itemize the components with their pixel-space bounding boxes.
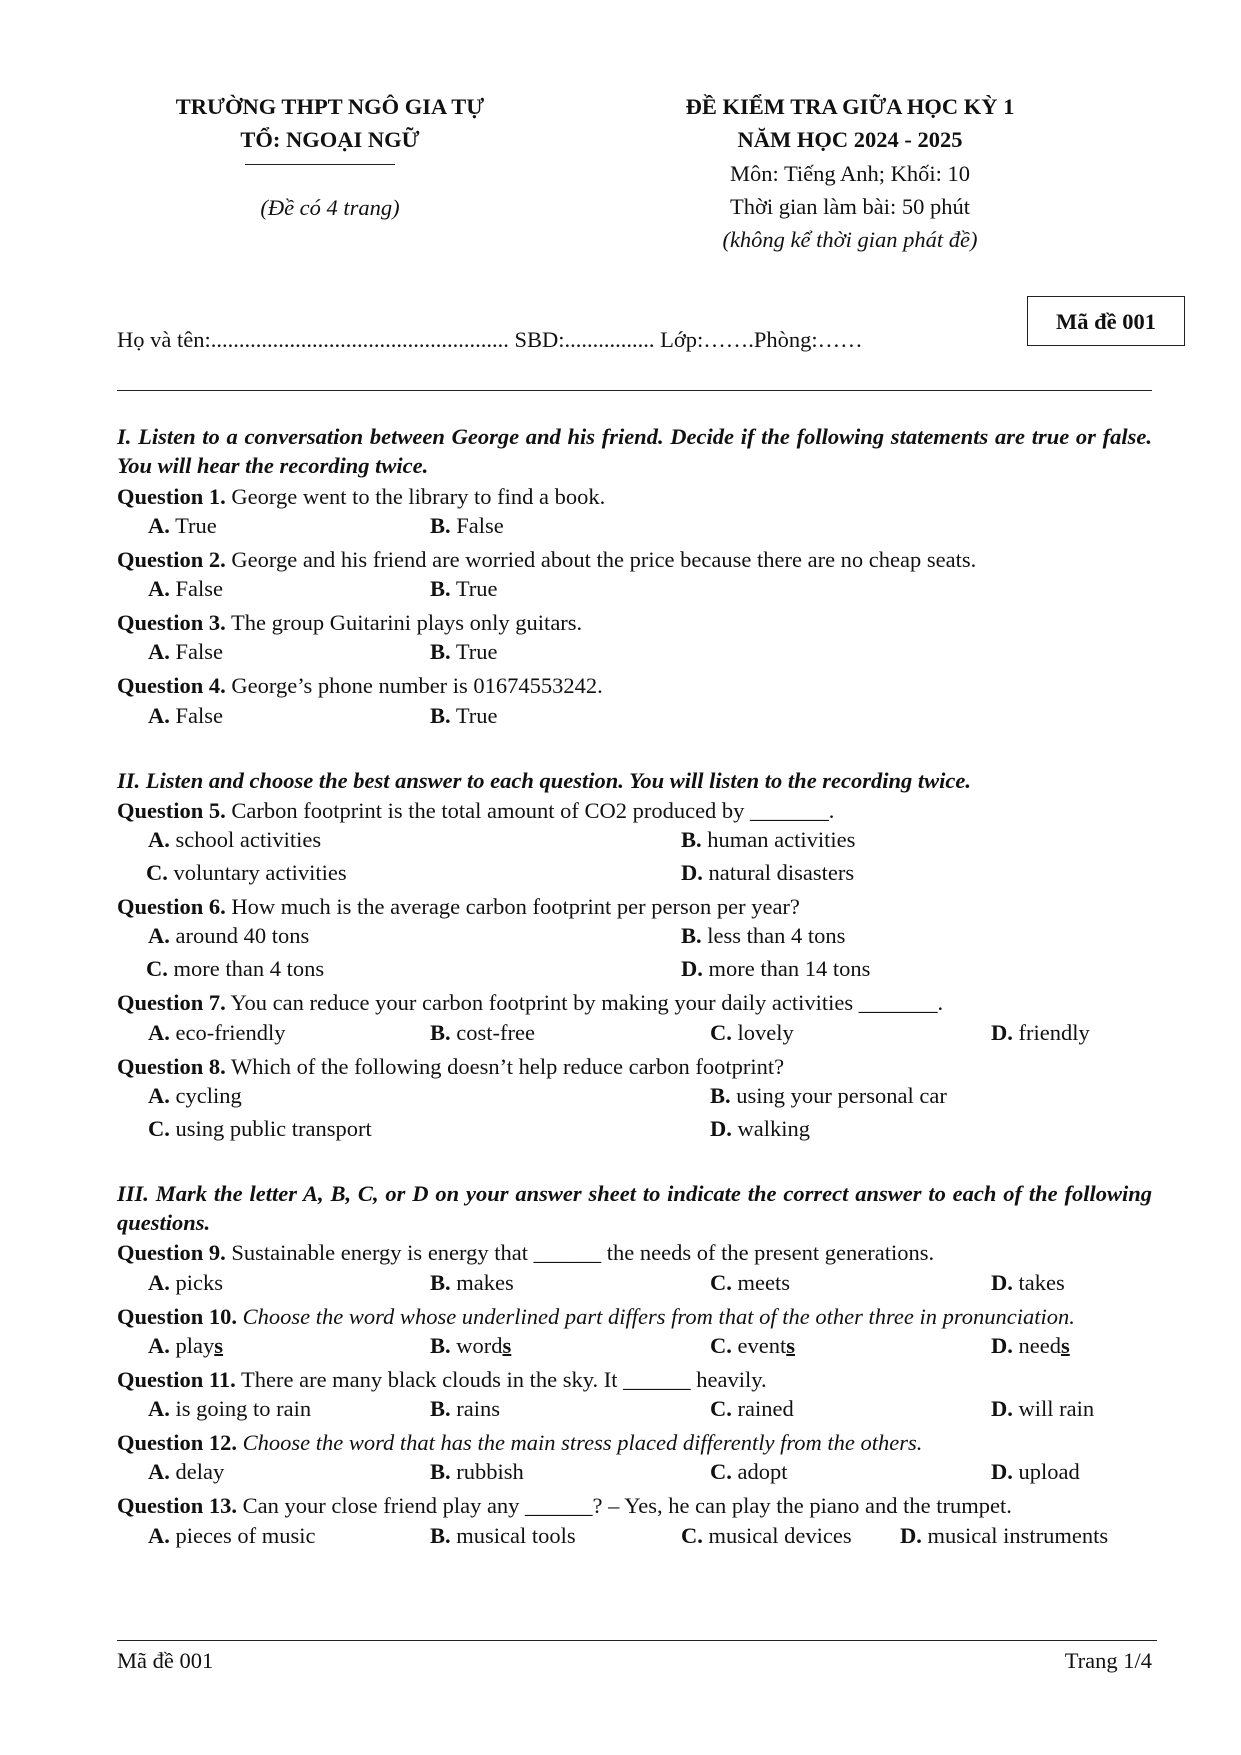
option-b[interactable]: B. True (430, 702, 498, 728)
option-a[interactable]: A. False (148, 702, 223, 728)
question-11-options (117, 1394, 1152, 1427)
option-a[interactable]: A. cycling (148, 1082, 242, 1108)
question-1: Question 1. George went to the library to find a book. (117, 483, 606, 509)
question-5: Question 5. Carbon footprint is the total amount of CO2 produced by _______. (117, 797, 835, 823)
question-3-options (117, 637, 1152, 670)
question-1-options (117, 511, 1152, 544)
option-d[interactable]: D. natural disasters (681, 860, 855, 885)
option-b[interactable]: B. True (430, 576, 498, 601)
department-name: TỔ: NGOẠI NGỮ (240, 127, 420, 153)
option-c[interactable]: C. using public transport (148, 1115, 372, 1141)
option-c[interactable]: C. musical devices (681, 1522, 852, 1548)
school-header (120, 92, 540, 155)
option-c[interactable]: C. meets (710, 1269, 790, 1295)
option-b[interactable]: B. using your personal car (710, 1082, 947, 1108)
school-year: NĂM HỌC 2024 - 2025 (737, 127, 963, 153)
question-2-options (117, 574, 1152, 607)
section-3-instruction: III. Mark the letter A, B, C, or D on your answer sheet to indicate the correct answer to each of the following questions. (117, 1180, 1152, 1235)
option-b[interactable]: B. musical tools (430, 1522, 576, 1548)
question-5-options-row1 (117, 825, 1152, 858)
option-b[interactable]: B. rubbish (430, 1459, 524, 1485)
option-b[interactable]: B. False (430, 512, 504, 538)
option-a[interactable]: A. False (148, 639, 223, 665)
question-6-options-row1 (117, 921, 1152, 954)
question-9-options (117, 1268, 1152, 1301)
question-6: Question 6. How much is the average carbon footprint per person per year? (117, 894, 800, 919)
option-d[interactable]: D. needs (991, 1332, 1070, 1358)
option-d[interactable]: D. walking (710, 1115, 810, 1141)
question-6-options-row2 (117, 954, 1152, 987)
option-a[interactable]: A. True (148, 512, 217, 538)
option-c[interactable]: C. lovely (710, 1019, 794, 1045)
option-a[interactable]: A. is going to rain (148, 1396, 312, 1421)
exam-title: ĐỀ KIỂM TRA GIỮA HỌC KỲ 1 (685, 94, 1015, 119)
question-8-options-row1 (117, 1081, 1152, 1114)
footer-page-number: Trang 1/4 (1064, 1648, 1152, 1673)
option-d[interactable]: D. friendly (991, 1019, 1090, 1045)
option-b[interactable]: B. less than 4 tons (681, 923, 846, 949)
option-c[interactable]: C. events (710, 1332, 795, 1358)
question-2: Question 2. George and his friend are worried about the price because there are no cheap seats. (117, 546, 977, 572)
question-10-options (117, 1331, 1152, 1364)
question-13-options (117, 1521, 1152, 1554)
option-a[interactable]: A. plays (148, 1332, 224, 1358)
option-d[interactable]: D. upload (991, 1459, 1080, 1485)
duration-note: (không kể thời gian phát đề) (722, 227, 978, 252)
option-d[interactable]: D. will rain (991, 1396, 1095, 1421)
question-7: Question 7. You can reduce your carbon footprint by making your daily activities _______. (117, 990, 944, 1016)
option-a[interactable]: A. school activities (148, 827, 322, 852)
exam-code-box: Mã đề 001 (1027, 296, 1185, 346)
option-a[interactable]: A. picks (148, 1269, 223, 1295)
option-a[interactable]: A. False (148, 576, 223, 601)
option-c[interactable]: C. rained (710, 1396, 794, 1421)
option-a[interactable]: A. pieces of music (148, 1522, 316, 1548)
footer-exam-code: Mã đề 001 (117, 1648, 214, 1673)
option-b[interactable]: B. cost-free (430, 1019, 535, 1045)
question-13: Question 13. Can your close friend play any ______? – Yes, he can play the piano and the trumpet. (117, 1493, 1012, 1519)
option-a[interactable]: A. around 40 tons (148, 923, 310, 949)
option-b[interactable]: B. words (430, 1332, 512, 1358)
question-8-options-row2 (117, 1114, 1152, 1147)
option-d[interactable]: D. more than 14 tons (681, 956, 871, 982)
question-8: Question 8. Which of the following doesn’t help reduce carbon footprint? (117, 1053, 785, 1079)
student-info-line: Họ và tên:..................................................... SBD:................ Lớp:…….Phòng:…… (117, 327, 863, 352)
option-d[interactable]: D. musical instruments (900, 1522, 1109, 1548)
option-a[interactable]: A. delay (148, 1459, 225, 1485)
pages-note: (Đề có 4 trang) (260, 195, 400, 220)
option-c[interactable]: C. adopt (710, 1459, 788, 1485)
question-5-options-row2 (117, 858, 1152, 891)
question-3: Question 3. The group Guitarini plays only guitars. (117, 610, 583, 635)
option-b[interactable]: B. human activities (681, 827, 856, 852)
option-a[interactable]: A. eco-friendly (148, 1019, 286, 1045)
option-b[interactable]: B. True (430, 639, 498, 665)
footer-rule (117, 1640, 1157, 1641)
option-c[interactable]: C. more than 4 tons (146, 956, 325, 982)
question-4: Question 4. George’s phone number is 01674553242. (117, 673, 603, 699)
section-1-instruction: I. Listen to a conversation between George and his friend. Decide if the following statements are true or false. You will hear the recording twice. (117, 424, 1152, 479)
exam-content (117, 422, 1152, 1554)
option-c[interactable]: C. voluntary activities (146, 860, 347, 885)
header-divider (245, 164, 395, 165)
question-7-options (117, 1018, 1152, 1051)
option-b[interactable]: B. makes (430, 1269, 514, 1295)
option-b[interactable]: B. rains (430, 1396, 501, 1421)
school-name: TRƯỜNG THPT NGÔ GIA TỰ (175, 94, 485, 119)
section-2-instruction: II. Listen and choose the best answer to each question. You will listen to the recording twice. (117, 767, 972, 793)
question-4-options (117, 701, 1152, 734)
question-10: Question 10. Choose the word whose underlined part differs from that of the other three in pronunciation. (117, 1303, 1075, 1329)
question-12-options (117, 1457, 1152, 1490)
question-11: Question 11. There are many black clouds in the sky. It ______ heavily. (117, 1366, 767, 1392)
header-rule (117, 390, 1152, 391)
duration-line: Thời gian làm bài: 50 phút (730, 193, 970, 219)
question-12: Question 12. Choose the word that has the main stress placed differently from the others. (117, 1430, 923, 1455)
subject-line: Môn: Tiếng Anh; Khối: 10 (729, 160, 971, 186)
exam-header (610, 92, 1090, 258)
question-9: Question 9. Sustainable energy is energy that ______ the needs of the present generations. (117, 1240, 935, 1266)
option-d[interactable]: D. takes (991, 1269, 1065, 1295)
